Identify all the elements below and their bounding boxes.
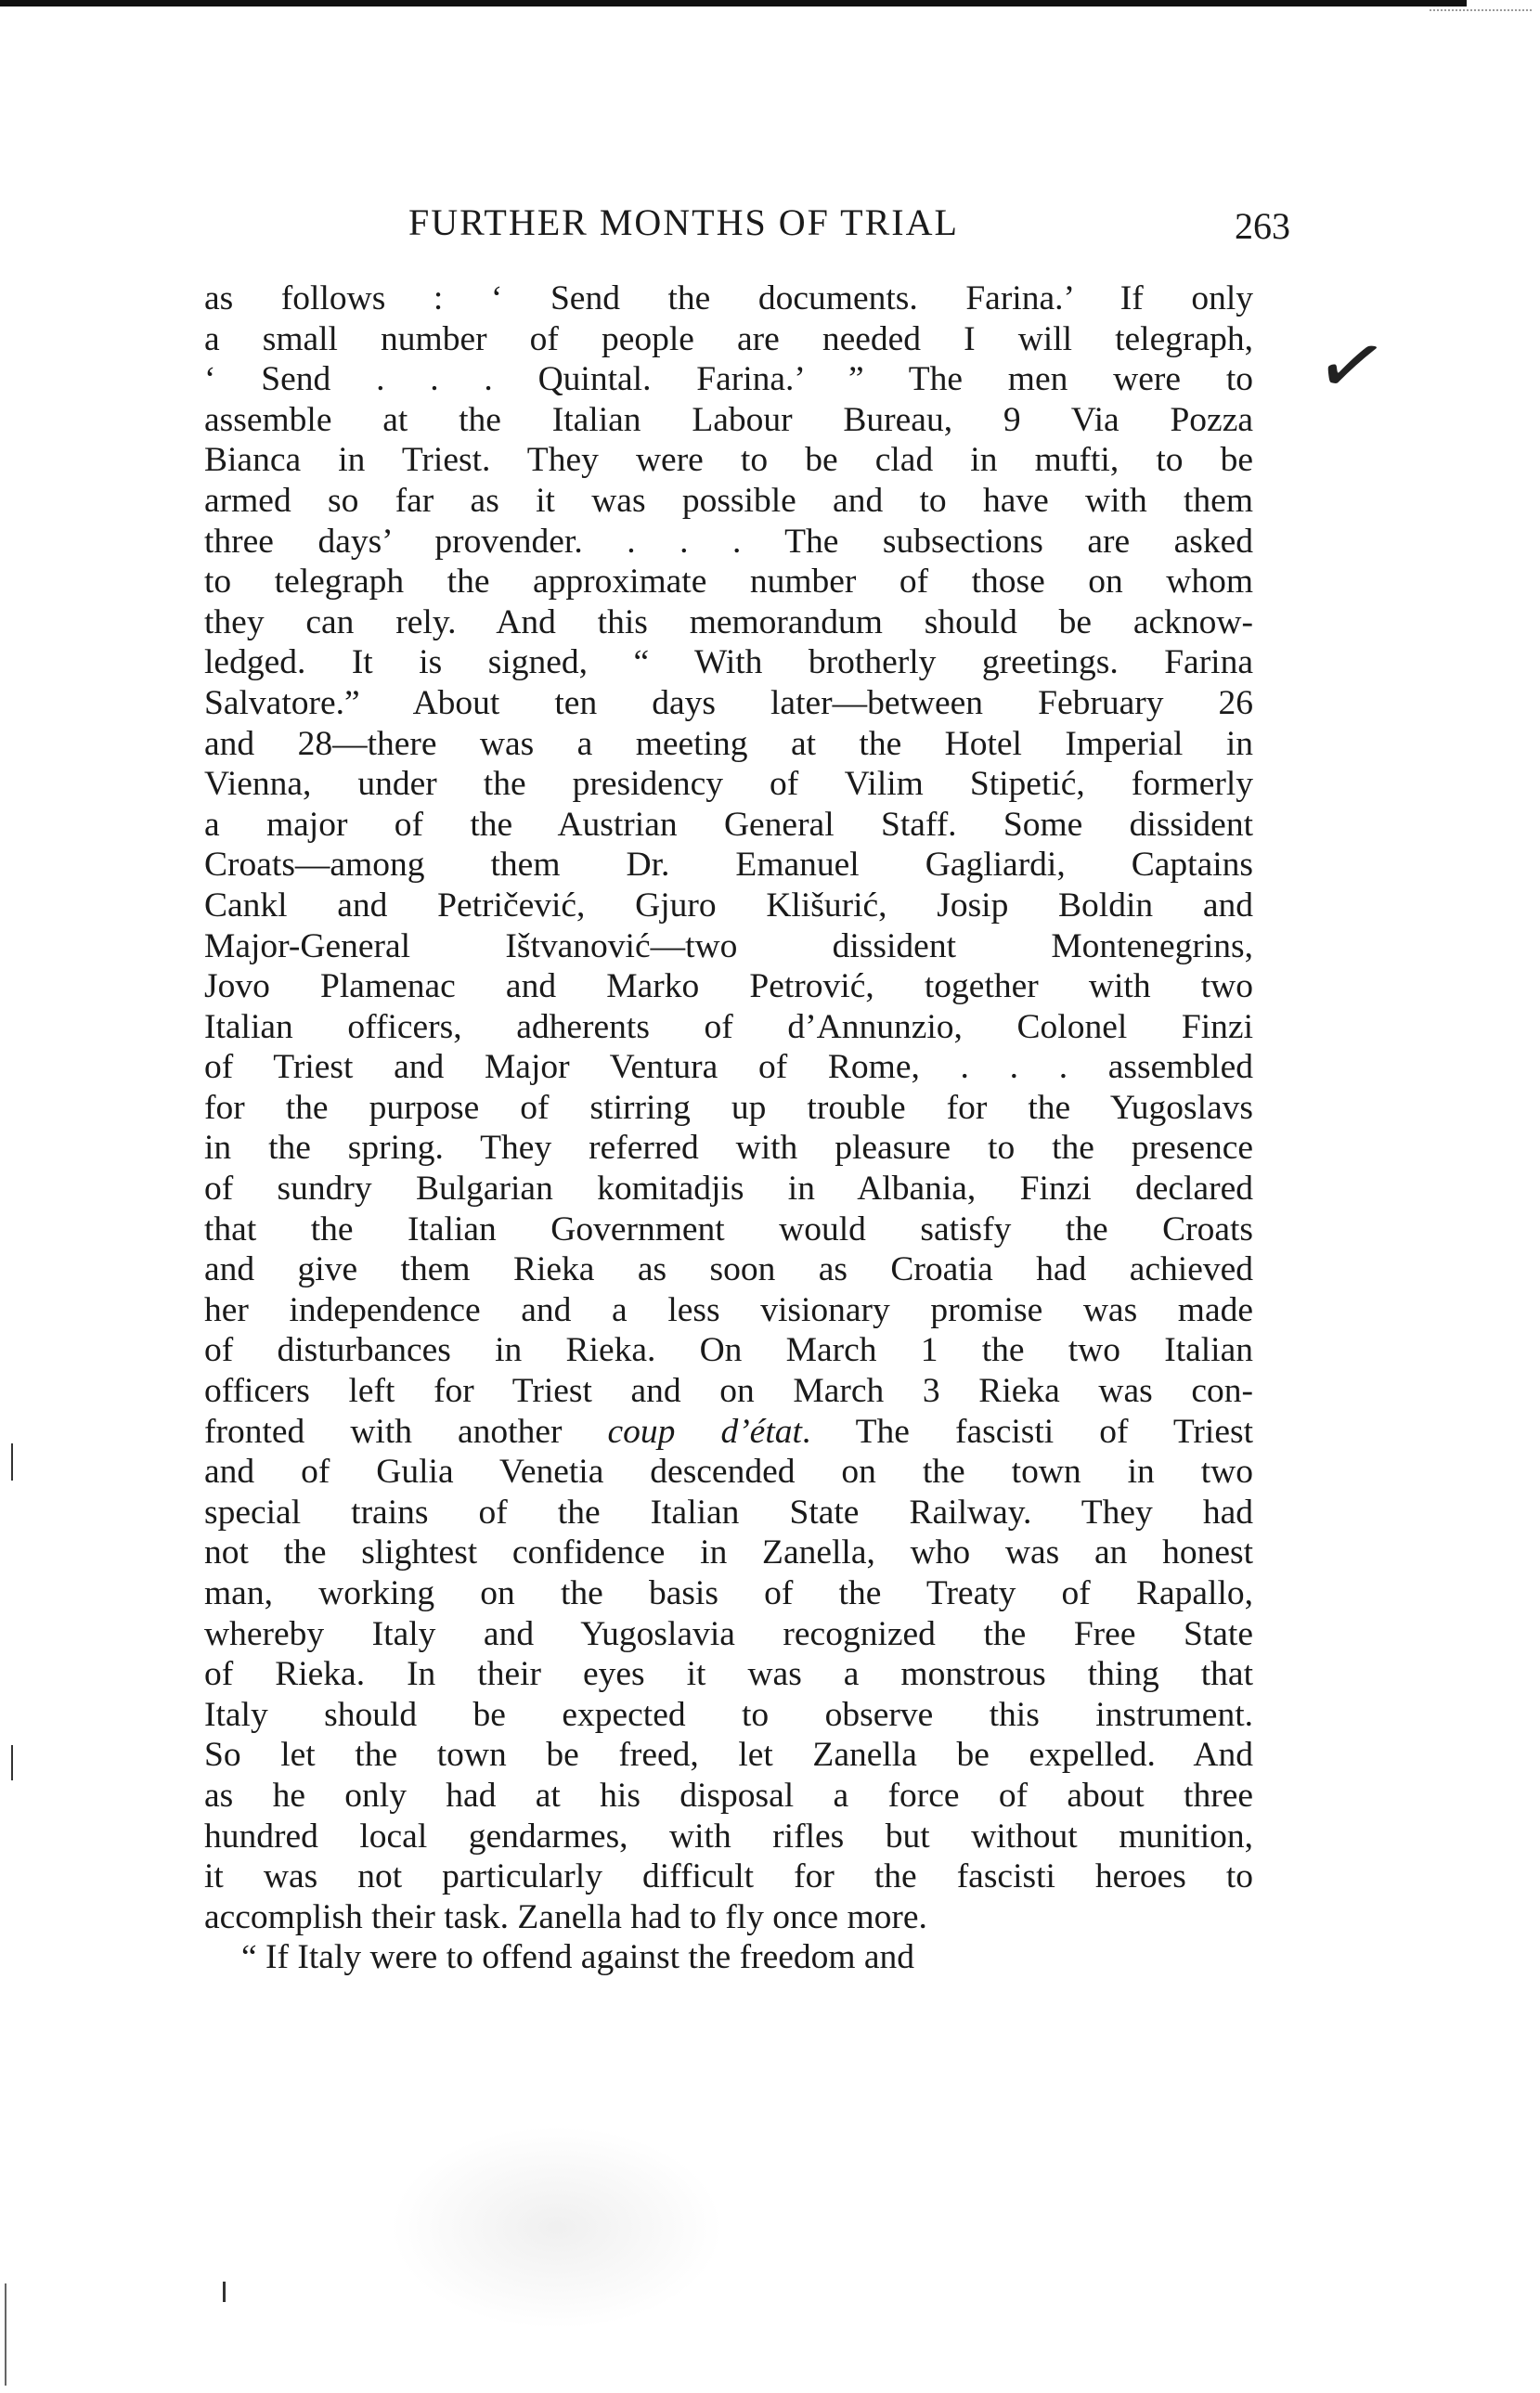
text-line: armed so far as it was possible and to have with them bbox=[204, 481, 1253, 520]
text-line: hundred local gendarmes, with rifles but without munition, bbox=[204, 1817, 1253, 1856]
text-line: fronted with another coup d’état. The fascisti of Triest bbox=[204, 1412, 1253, 1451]
margin-scan-mark bbox=[223, 2282, 226, 2302]
text-line: her independence and a less visionary promise was made bbox=[204, 1290, 1253, 1329]
text-line: of sundry Bulgarian komitadjis in Albania, Finzi declared bbox=[204, 1170, 1253, 1209]
top-scan-edge-fade bbox=[1430, 9, 1532, 14]
text-line: in the spring. They referred with pleasure to the presence bbox=[204, 1129, 1253, 1168]
text-line: So let the town be freed, let Zanella be expelled. And bbox=[204, 1736, 1253, 1775]
text-line: of Triest and Major Ventura of Rome, . . . assembled bbox=[204, 1048, 1253, 1087]
text-line: three days’ provender. . . . The subsections are asked bbox=[204, 522, 1253, 561]
text-line: Italy should be expected to observe this instrument. bbox=[204, 1695, 1253, 1734]
page-number: 263 bbox=[1235, 205, 1290, 247]
text-line: that the Italian Government would satisfy the Croats bbox=[204, 1209, 1253, 1248]
text-line: and 28—there was a meeting at the Hotel Imperial in bbox=[204, 724, 1253, 763]
text-line: assemble at the Italian Labour Bureau, 9 Via Pozza bbox=[204, 400, 1253, 439]
text-line: and give them Rieka as soon as Croatia had achieved bbox=[204, 1250, 1253, 1289]
text-line: a small number of people are needed I will telegraph, bbox=[204, 319, 1253, 358]
text-line: Major-General Ištvanović—two dissident Montenegrins, bbox=[204, 926, 1253, 965]
margin-scan-mark bbox=[11, 1443, 13, 1481]
text-line: to telegraph the approximate number of those on whom bbox=[204, 563, 1253, 601]
text-line: and of Gulia Venetia descended on the town in two bbox=[204, 1453, 1253, 1492]
text-line: it was not particularly difficult for the fascisti heroes to bbox=[204, 1857, 1253, 1896]
text-line: “ If Italy were to offend against the freedom and bbox=[241, 1938, 915, 1977]
top-scan-edge bbox=[0, 0, 1467, 6]
text-line: Bianca in Triest. They were to be clad in mufti, to be bbox=[204, 441, 1253, 480]
text-line: not the slightest confidence in Zanella, who was an honest bbox=[204, 1533, 1253, 1572]
text-line: as follows : ‘ Send the documents. Farina.’ If only bbox=[204, 279, 1253, 317]
text-line: Jovo Plamenac and Marko Petrović, together with two bbox=[204, 967, 1253, 1006]
text-line: special trains of the Italian State Railway. They had bbox=[204, 1493, 1253, 1532]
text-line: a major of the Austrian General Staff. Some dissident bbox=[204, 805, 1253, 844]
text-line: officers left for Triest and on March 3 Rieka was con- bbox=[204, 1372, 1253, 1411]
margin-scan-mark bbox=[11, 1745, 13, 1780]
body-text bbox=[204, 278, 1253, 1978]
text-line: as he only had at his disposal a force of about three bbox=[204, 1776, 1253, 1815]
margin-check-mark: ✓ bbox=[1307, 311, 1396, 421]
text-line: of Rieka. In their eyes it was a monstrous thing that bbox=[204, 1655, 1253, 1694]
italic-phrase: coup d’état bbox=[607, 1412, 802, 1451]
text-line: they can rely. And this memorandum should be acknow- bbox=[204, 602, 1253, 641]
text-line: Vienna, under the presidency of Vilim Stipetić, formerly bbox=[204, 765, 1253, 804]
text-line: Croats—among them Dr. Emanuel Gagliardi, Captains bbox=[204, 846, 1253, 885]
text-line: whereby Italy and Yugoslavia recognized the Free State bbox=[204, 1614, 1253, 1653]
text-line: ‘ Send . . . Quintal. Farina.’ ” The men were to bbox=[204, 360, 1253, 399]
margin-scan-mark bbox=[5, 2283, 6, 2386]
text-line: for the purpose of stirring up trouble for the Yugoslavs bbox=[204, 1088, 1253, 1127]
text-line: accomplish their task. Zanella had to fly once more. bbox=[204, 1897, 927, 1936]
text-line: Italian officers, adherents of d’Annunzio, Colonel Finzi bbox=[204, 1007, 1253, 1046]
text-line: ledged. It is signed, “ With brotherly greetings. Farina bbox=[204, 643, 1253, 682]
page-header bbox=[204, 199, 1290, 247]
running-head: FURTHER MONTHS OF TRIAL bbox=[408, 201, 959, 243]
text-line: of disturbances in Rieka. On March 1 the two Italian bbox=[204, 1331, 1253, 1370]
text-line: Salvatore.” About ten days later—between February 26 bbox=[204, 683, 1253, 722]
text-line: Cankl and Petričević, Gjuro Klišurić, Josip Boldin and bbox=[204, 886, 1253, 925]
text-line: man, working on the basis of the Treaty of Rapallo, bbox=[204, 1574, 1253, 1612]
show-through-smudge bbox=[390, 2126, 724, 2330]
